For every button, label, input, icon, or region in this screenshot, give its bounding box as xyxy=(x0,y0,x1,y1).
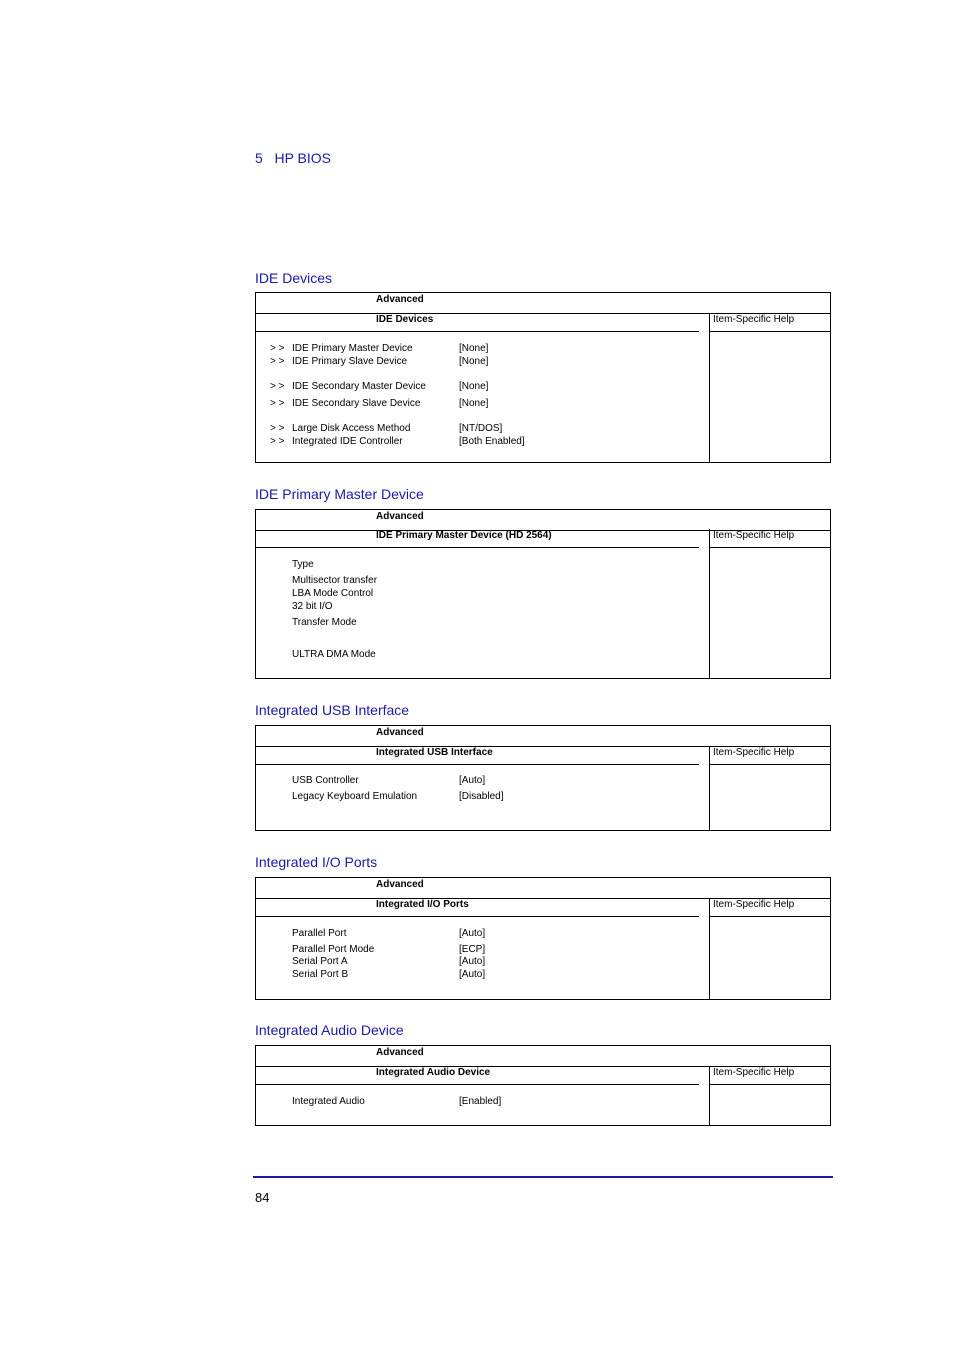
menu-tab-bar xyxy=(256,293,830,314)
bios-panel-audio xyxy=(255,1045,831,1126)
help-panel xyxy=(710,529,830,678)
section-title-usb: Integrated USB Interface xyxy=(255,702,410,718)
section-title-ide-devices: IDE Devices xyxy=(255,270,333,286)
menu-tab-bar xyxy=(256,726,830,747)
setting-value: [Disabled] xyxy=(459,791,504,802)
section-title-audio: Integrated Audio Device xyxy=(255,1022,404,1038)
section-title-ide-primary-master: IDE Primary Master Device xyxy=(255,486,424,502)
submenu-arrow-icon: > > xyxy=(270,381,285,392)
help-header: Item-Specific Help xyxy=(713,747,795,758)
help-panel xyxy=(710,1066,830,1125)
bios-panel-usb xyxy=(255,725,831,831)
settings-area: Integrated I/O Ports Parallel Port [Auto] Parallel Port Mode [ECP] Serial Port A [Auto] Serial Port B [Auto] xyxy=(256,898,710,999)
setting-value: [None] xyxy=(459,356,489,367)
setting-value: [Auto] xyxy=(459,956,486,967)
menu-tab-bar xyxy=(256,510,830,531)
setting-value: [NT/DOS] xyxy=(459,423,503,434)
submenu-arrow-icon: > > xyxy=(270,356,285,367)
help-header: Item-Specific Help xyxy=(713,530,795,541)
settings-area: Integrated Audio Device Integrated Audio [Enabled] xyxy=(256,1066,710,1125)
submenu-arrow-icon: > > xyxy=(270,343,285,354)
chapter-heading xyxy=(255,150,331,166)
submenu-header: Integrated Audio Device xyxy=(256,1066,699,1085)
setting-value: [None] xyxy=(459,398,489,409)
submenu-arrow-icon: > > xyxy=(270,436,285,447)
tab-advanced[interactable]: Advanced xyxy=(376,294,424,305)
setting-value: [None] xyxy=(459,381,489,392)
setting-value: [Both Enabled] xyxy=(459,436,525,447)
submenu-header: Integrated I/O Ports xyxy=(256,898,699,917)
setting-value: [ECP] xyxy=(459,944,486,955)
menu-tab-bar xyxy=(256,878,830,899)
help-panel xyxy=(710,746,830,830)
settings-area: IDE Primary Master Device (HD 2564) Type Multisector transfer LBA Mode Control 32 bit I/O Transfer Mode ULTRA DMA Mode xyxy=(256,529,710,678)
section-title-io-ports: Integrated I/O Ports xyxy=(255,854,378,870)
help-panel xyxy=(710,898,830,999)
chapter-number: 5 xyxy=(255,150,263,166)
setting-value: [Enabled] xyxy=(459,1096,502,1107)
setting-value: [Auto] xyxy=(459,928,486,939)
submenu-arrow-icon: > > xyxy=(270,423,285,434)
settings-area: IDE Devices > > IDE Primary Master Device [None] > > IDE Primary Slave Device [None] > > IDE Secondary Master Device [None] > > IDE Secondary Slave Device [None] > > Large Disk Access Method [NT/DOS] > > Integrated IDE Controller [Both Enabled] xyxy=(256,313,710,462)
chapter-title: HP BIOS xyxy=(274,150,332,166)
settings-area: Integrated USB Interface USB Controller [Auto] Legacy Keyboard Emulation [Disabled] xyxy=(256,746,710,830)
submenu-header: IDE Devices xyxy=(256,313,699,332)
help-header: Item-Specific Help xyxy=(713,1067,795,1078)
footer-rule xyxy=(253,1176,833,1178)
tab-advanced[interactable]: Advanced xyxy=(376,511,424,522)
bios-panel-ide-primary-master xyxy=(255,509,831,679)
submenu-arrow-icon: > > xyxy=(270,398,285,409)
setting-value: [Auto] xyxy=(459,969,486,980)
help-panel xyxy=(710,313,830,462)
tab-advanced[interactable]: Advanced xyxy=(376,727,424,738)
bios-panel-ide-devices xyxy=(255,292,831,463)
submenu-header: Integrated USB Interface xyxy=(256,746,699,765)
help-header: Item-Specific Help xyxy=(713,314,795,325)
setting-value: [None] xyxy=(459,343,489,354)
help-header: Item-Specific Help xyxy=(713,899,795,910)
setting-value: [Auto] xyxy=(459,775,486,786)
tab-advanced[interactable]: Advanced xyxy=(376,879,424,890)
menu-tab-bar xyxy=(256,1046,830,1067)
bios-panel-io-ports xyxy=(255,877,831,1000)
tab-advanced[interactable]: Advanced xyxy=(376,1047,424,1058)
page-number: 84 xyxy=(255,1190,270,1205)
submenu-header: IDE Primary Master Device (HD 2564) xyxy=(256,529,699,548)
